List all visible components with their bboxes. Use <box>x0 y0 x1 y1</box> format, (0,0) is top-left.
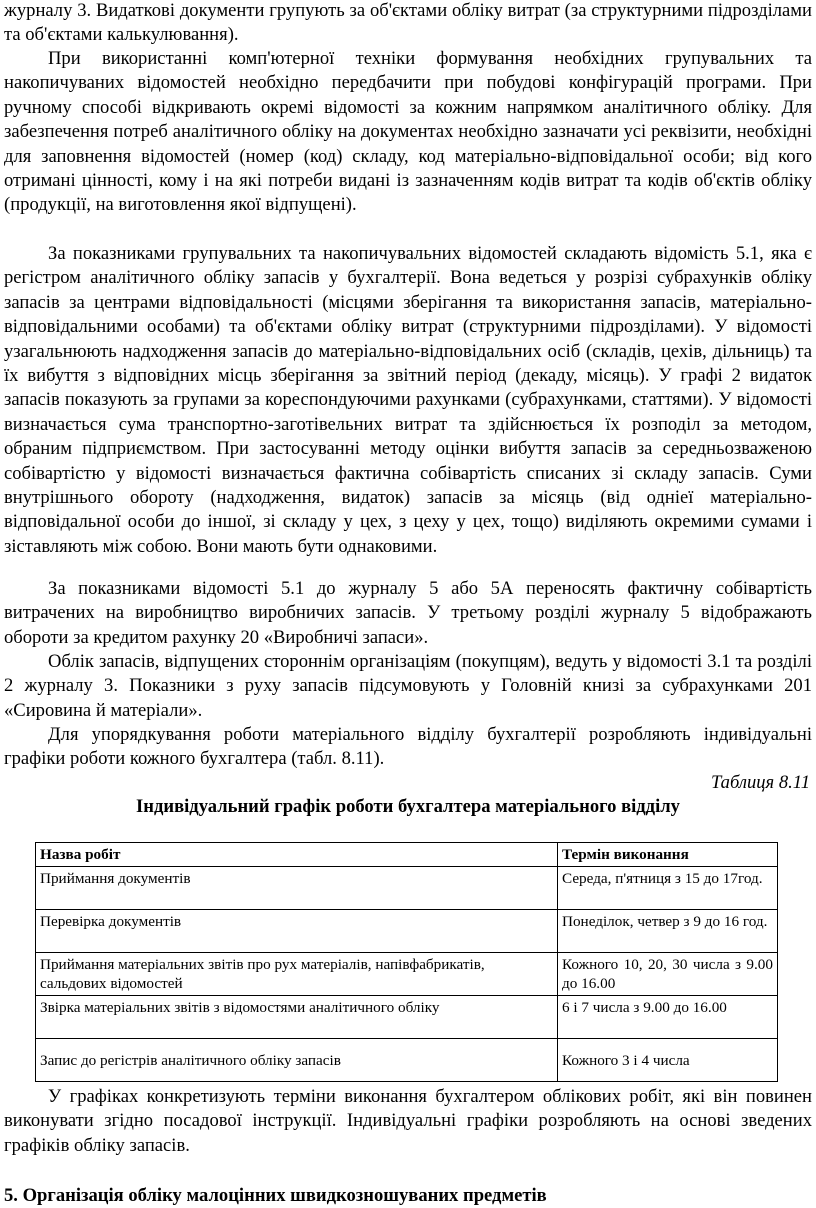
table-row <box>36 953 778 996</box>
table-row <box>36 1039 778 1082</box>
table-row <box>36 910 778 953</box>
deadline-cell: 6 і 7 числа з 9.00 до 16.00 <box>558 996 778 1039</box>
section-heading: 5. Організація обліку малоцінних швидкозношуваних предметів <box>4 1185 547 1206</box>
task-cell: Приймання документів <box>36 867 558 910</box>
deadline-cell: Понеділок, четвер з 9 до 16 год. <box>558 910 778 953</box>
table-label: Таблиця 8.11 <box>710 772 810 793</box>
header-deadline: Термін виконання <box>558 843 778 867</box>
deadline-cell: Кожного 10, 20, 30 числа з 9.00 до 16.00 <box>558 953 778 996</box>
paragraph-1: журналу 3. Видаткові документи групують за об'єктами обліку витрат (за структурними підрозділами та об'єктами калькулювання). <box>4 0 812 46</box>
task-cell: Приймання матеріальних звітів про рух матеріалів, напівфабрикатів, сальдових відомостей <box>36 953 558 996</box>
header-task: Назва робіт <box>36 843 558 867</box>
task-cell: Звірка матеріальних звітів з відомостями аналітичного обліку <box>36 996 558 1039</box>
paragraph-3: За показниками групувальних та накопичувальних відомостей складають відомість 5.1, яка є регістром аналітичного обліку запасів у бухгалтерії. Вона ведеться у розрізі субрахунків обліку запасів за центрами відповідальності (місцями зберігання та використання запасів, матеріально-відповідальними особами) та об'єктами обліку витрат (структурними підрозділами). У відомості узагальнюють надходження запасів до матеріально-відповідальних осіб (складів, цехів, дільниць) та їх вибуття з відповідних місць зберігання за звітний період (декаду, місяць). У графі 2 видаток запасів показують за групами за кореспондуючими рахунками (субрахунками, статтями). У відомості визначається сума транспортно-заготівельних витрат та здійснюється їх розподіл за методом, обраним підприємством. При застосуванні методу оцінки вибуття запасів за середньозваженою собівартістю у відомості визначається фактична собівартість списаних зі складу запасів. Суми внутрішнього обороту (надходження, видаток) запасів за місяць (від одніеї матеріально-відповідальної особи до іншої, зі складу у цех, з цеху у цех, тощо) виділяють окремими сумами і зіставляють між собою. Вони мають бути однаковими. <box>4 243 812 557</box>
task-cell: Перевірка документів <box>36 910 558 953</box>
table-row <box>36 867 778 910</box>
paragraph-4: За показниками відомості 5.1 до журналу 5 або 5А переносять фактичну собівартість витрачених на виробництво виробничих запасів. У третьому розділі журналу 5 відображають обороти за кредитом рахунку 20 «Виробничі запаси». <box>4 578 812 648</box>
table-row <box>36 996 778 1039</box>
paragraph-2: При використанні комп'ютерної техніки формування необхідних групувальних та накопичуваних відомостей необхідно передбачити при побудові конфігурацій програми. При ручному способі відкривають окремі відомості за кожним напрямком аналітичного обліку. Для забезпечення потреб аналітичного обліку на документах необхідно зазначати усі реквізити, необхідні для заповнення відомостей (номер (код) складу, код матеріально-відповідальної особи; від кого отримані цінності, кому і на які потреби видані із зазначенням кодів витрат та кодів об'єктів обліку (продукції, на виготовлення якої відпущені). <box>4 48 812 216</box>
work-schedule-table <box>35 842 778 1082</box>
deadline-cell: Середа, п'ятниця з 15 до 17год. <box>558 867 778 910</box>
paragraph-5: Облік запасів, відпущених стороннім організаціям (покупцям), ведуть у відомості 3.1 та розділі 2 журналу 3. Показники з руху запасів підсумовують у Головній книзі за субрахунками 201 «Сировина й матеріали». <box>4 651 812 721</box>
paragraph-after-table: У графіках конкретизують терміни виконання бухгалтером облікових робіт, які він повинен виконувати згідно посадової інструкції. Індивідуальні графіки розробляють на основі зведених графіків обліку запасів. <box>4 1086 812 1156</box>
task-cell: Запис до регістрів аналітичного обліку запасів <box>36 1039 558 1082</box>
table-header-row <box>36 843 778 867</box>
deadline-cell: Кожного 3 і 4 числа <box>558 1039 778 1082</box>
paragraph-6: Для упорядкування роботи матеріального відділу бухгалтерії розробляють індивідуальні графіки роботи кожного бухгалтера (табл. 8.11). <box>4 724 812 770</box>
table-title: Індивідуальний графік роботи бухгалтера матеріального відділу <box>136 796 680 817</box>
